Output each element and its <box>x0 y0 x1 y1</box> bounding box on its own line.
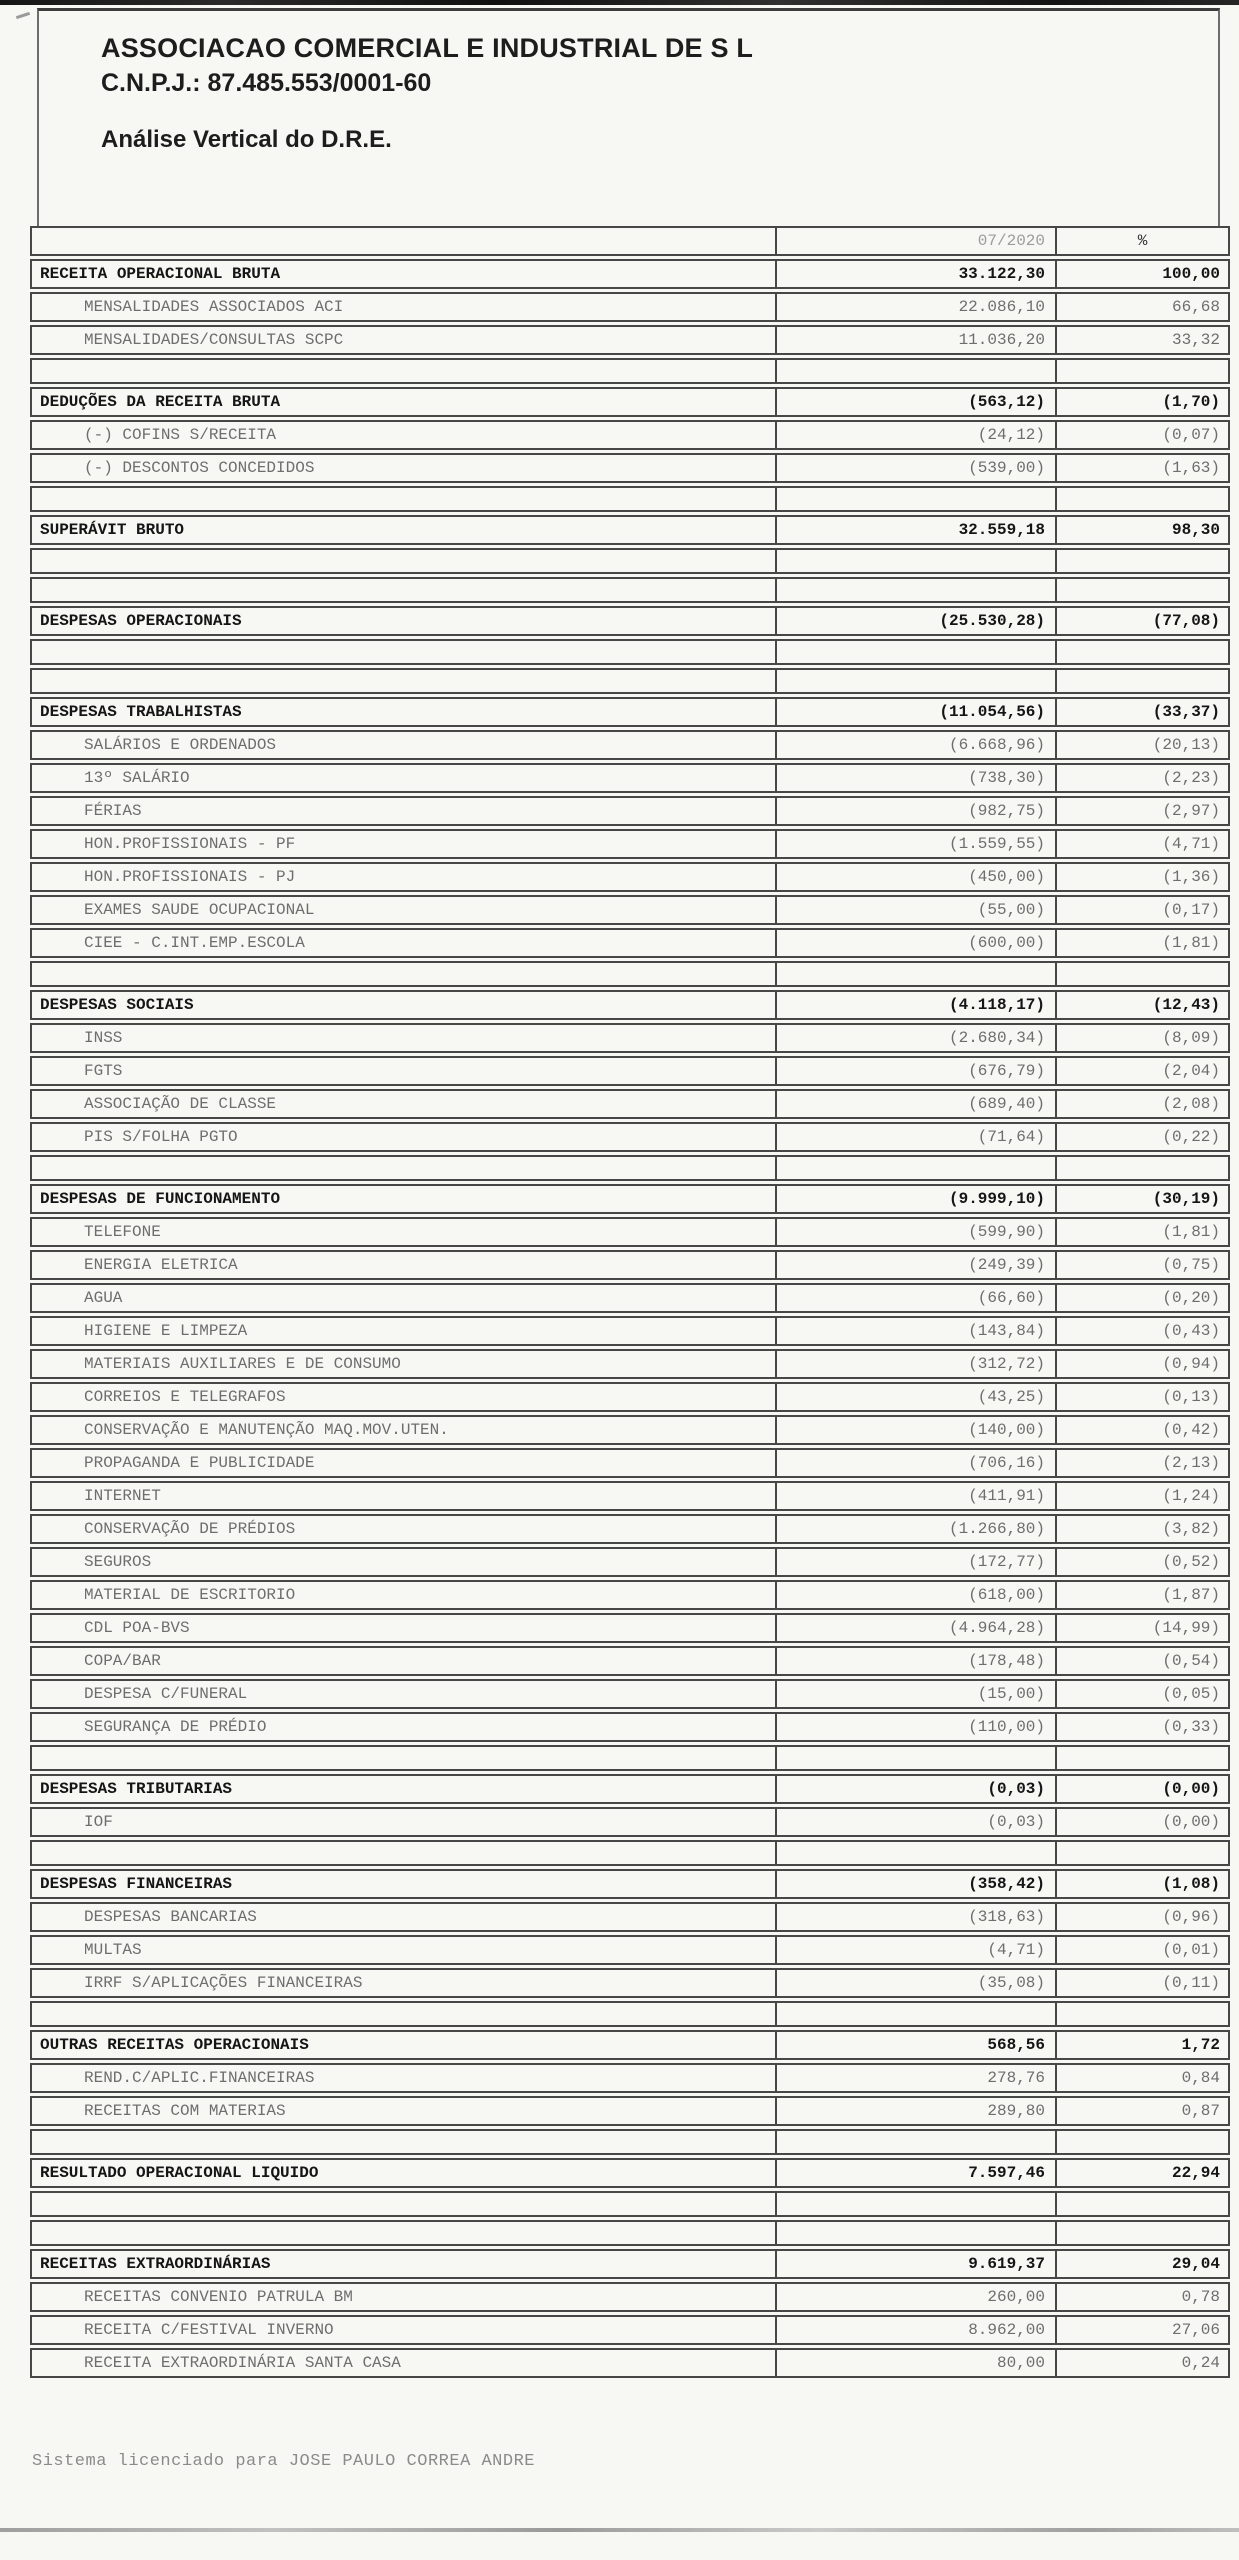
percent-value: 27,06 <box>1171 2321 1220 2339</box>
period-value: (43,25) <box>777 1384 1057 1410</box>
period-value: (66,60) <box>777 1285 1057 1311</box>
account-label <box>32 579 777 601</box>
percent-value: (0,33) <box>1162 1718 1220 1736</box>
table-row <box>30 2249 1230 2279</box>
table-row <box>30 990 1230 1020</box>
table-row <box>30 453 1230 483</box>
account-label: DESPESAS SOCIAIS <box>32 992 777 1018</box>
percent-value: (77,08) <box>1152 612 1220 630</box>
period-value: (600,00) <box>777 930 1057 956</box>
account-label: TELEFONE <box>32 1219 777 1245</box>
period-value: 07/2020 <box>777 228 1057 254</box>
period-value: 9.619,37 <box>777 2251 1057 2277</box>
account-label: DESPESA C/FUNERAL <box>32 1681 777 1707</box>
period-value: (143,84) <box>777 1318 1057 1344</box>
percent-value: (33,37) <box>1152 703 1220 721</box>
period-value: (411,91) <box>777 1483 1057 1509</box>
period-value: (689,40) <box>777 1091 1057 1117</box>
percent-value <box>1057 488 1228 510</box>
period-value <box>777 360 1057 382</box>
account-label: IRRF S/APLICAÇÕES FINANCEIRAS <box>32 1970 777 1996</box>
table-row <box>30 259 1230 289</box>
table-row <box>30 2096 1230 2126</box>
table-row <box>30 2063 1230 2093</box>
period-value <box>777 550 1057 572</box>
percent-value: 0,87 <box>1181 2102 1220 2120</box>
table-row-blank <box>30 2129 1230 2155</box>
period-value: (706,16) <box>777 1450 1057 1476</box>
percent-value: (0,42) <box>1162 1421 1220 1439</box>
period-value: 80,00 <box>777 2350 1057 2376</box>
table-row <box>30 2282 1230 2312</box>
percent-value <box>1057 1842 1228 1864</box>
account-label: MATERIAIS AUXILIARES E DE CONSUMO <box>32 1351 777 1377</box>
percent-value: (1,08) <box>1162 1875 1220 1893</box>
period-value: 11.036,20 <box>777 327 1057 353</box>
account-label: REND.C/APLIC.FINANCEIRAS <box>32 2065 777 2091</box>
period-value: (178,48) <box>777 1648 1057 1674</box>
account-label: PROPAGANDA E PUBLICIDADE <box>32 1450 777 1476</box>
scan-artifact-mark <box>16 12 30 19</box>
table-row <box>30 226 1230 256</box>
account-label: RECEITAS COM MATERIAS <box>32 2098 777 2124</box>
period-value: 260,00 <box>777 2284 1057 2310</box>
table-row <box>30 1935 1230 1965</box>
scan-bottom-line <box>0 2528 1239 2532</box>
account-label: EXAMES SAUDE OCUPACIONAL <box>32 897 777 923</box>
percent-value: (0,05) <box>1162 1685 1220 1703</box>
percent-value <box>1057 641 1228 663</box>
account-label: (-) COFINS S/RECEITA <box>32 422 777 448</box>
account-label: INTERNET <box>32 1483 777 1509</box>
account-label: (-) DESCONTOS CONCEDIDOS <box>32 455 777 481</box>
period-value: (0,03) <box>777 1776 1057 1802</box>
account-label: HON.PROFISSIONAIS - PJ <box>32 864 777 890</box>
percent-value: 100,00 <box>1162 265 1220 283</box>
table-row <box>30 1382 1230 1412</box>
percent-value <box>1057 2222 1228 2244</box>
account-label: COPA/BAR <box>32 1648 777 1674</box>
period-value <box>777 963 1057 985</box>
percent-value <box>1057 579 1228 601</box>
account-label: SUPERÁVIT BRUTO <box>32 517 777 543</box>
percent-value <box>1057 2003 1228 2025</box>
percent-value: 0,78 <box>1181 2288 1220 2306</box>
table-row-blank <box>30 577 1230 603</box>
period-value <box>777 641 1057 663</box>
period-value: (982,75) <box>777 798 1057 824</box>
percent-value: (12,43) <box>1152 996 1220 1014</box>
percent-value: (4,71) <box>1162 835 1220 853</box>
account-label: DESPESAS OPERACIONAIS <box>32 608 777 634</box>
account-label: DESPESAS FINANCEIRAS <box>32 1871 777 1897</box>
account-label: CDL POA-BVS <box>32 1615 777 1641</box>
account-label <box>32 360 777 382</box>
account-label: DEDUÇÕES DA RECEITA BRUTA <box>32 389 777 415</box>
period-value: (0,03) <box>777 1809 1057 1835</box>
table-row <box>30 1580 1230 1610</box>
period-value: 22.086,10 <box>777 294 1057 320</box>
account-label <box>32 1157 777 1179</box>
account-label: CIEE - C.INT.EMP.ESCOLA <box>32 930 777 956</box>
table-row <box>30 1316 1230 1346</box>
table-row <box>30 862 1230 892</box>
account-label <box>32 1842 777 1864</box>
percent-value: (0,17) <box>1162 901 1220 919</box>
account-label: CONSERVAÇÃO DE PRÉDIOS <box>32 1516 777 1542</box>
percent-value: (0,96) <box>1162 1908 1220 1926</box>
percent-value <box>1057 2131 1228 2153</box>
table-row <box>30 1122 1230 1152</box>
table-row-blank <box>30 1745 1230 1771</box>
license-note: Sistema licenciado para JOSE PAULO CORREA ANDRE <box>32 2452 535 2471</box>
account-label <box>32 641 777 663</box>
period-value: (563,12) <box>777 389 1057 415</box>
account-label: RECEITA EXTRAORDINÁRIA SANTA CASA <box>32 2350 777 2376</box>
table-row <box>30 1056 1230 1086</box>
account-label: DESPESAS TRABALHISTAS <box>32 699 777 725</box>
account-label <box>32 1747 777 1769</box>
table-row <box>30 1514 1230 1544</box>
account-label <box>32 2193 777 2215</box>
table-row <box>30 1481 1230 1511</box>
percent-value: (0,00) <box>1162 1813 1220 1831</box>
percent-value: (0,54) <box>1162 1652 1220 1670</box>
account-label: ENERGIA ELETRICA <box>32 1252 777 1278</box>
company-name: ASSOCIACAO COMERCIAL E INDUSTRIAL DE S L <box>101 33 754 63</box>
period-value: (4.118,17) <box>777 992 1057 1018</box>
period-value: (110,00) <box>777 1714 1057 1740</box>
table-row-blank <box>30 961 1230 987</box>
percent-value: 66,68 <box>1171 298 1220 316</box>
percent-value: 98,30 <box>1171 521 1220 539</box>
percent-value: (2,23) <box>1162 769 1220 787</box>
account-label: HON.PROFISSIONAIS - PF <box>32 831 777 857</box>
percent-value: (1,87) <box>1162 1586 1220 1604</box>
percent-value: (0,13) <box>1162 1388 1220 1406</box>
percent-value: (0,75) <box>1162 1256 1220 1274</box>
period-value <box>777 2193 1057 2215</box>
percent-value: (3,82) <box>1162 1520 1220 1538</box>
period-value: (676,79) <box>777 1058 1057 1084</box>
account-label: MATERIAL DE ESCRITORIO <box>32 1582 777 1608</box>
account-label: PIS S/FOLHA PGTO <box>32 1124 777 1150</box>
account-label: SEGUROS <box>32 1549 777 1575</box>
percent-value: (1,36) <box>1162 868 1220 886</box>
table-row <box>30 1968 1230 1998</box>
dre-table <box>30 226 1230 2381</box>
account-label: DESPESAS BANCARIAS <box>32 1904 777 1930</box>
company-cnpj: C.N.P.J.: 87.485.553/0001-60 <box>101 69 432 97</box>
account-label: FÉRIAS <box>32 798 777 824</box>
percent-value: (0,20) <box>1162 1289 1220 1307</box>
table-row <box>30 1613 1230 1643</box>
percent-value: (2,13) <box>1162 1454 1220 1472</box>
table-row <box>30 2030 1230 2060</box>
table-row-blank <box>30 358 1230 384</box>
table-row <box>30 387 1230 417</box>
table-row <box>30 1349 1230 1379</box>
period-value: 568,56 <box>777 2032 1057 2058</box>
table-row <box>30 1089 1230 1119</box>
table-row-blank <box>30 2001 1230 2027</box>
period-value: (2.680,34) <box>777 1025 1057 1051</box>
percent-value: (0,22) <box>1162 1128 1220 1146</box>
table-row-blank <box>30 1155 1230 1181</box>
table-row <box>30 763 1230 793</box>
percent-value <box>1057 670 1228 692</box>
period-value: 33.122,30 <box>777 261 1057 287</box>
percent-value: (20,13) <box>1152 736 1220 754</box>
account-label: AGUA <box>32 1285 777 1311</box>
table-row <box>30 2348 1230 2378</box>
report-header <box>37 8 1220 226</box>
account-label: OUTRAS RECEITAS OPERACIONAIS <box>32 2032 777 2058</box>
table-row <box>30 515 1230 545</box>
period-value: 32.559,18 <box>777 517 1057 543</box>
scan-top-edge <box>0 0 1239 5</box>
percent-value <box>1057 1747 1228 1769</box>
table-row-blank <box>30 1840 1230 1866</box>
table-row <box>30 1283 1230 1313</box>
report-title: Análise Vertical do D.R.E. <box>101 126 392 153</box>
account-label: SEGURANÇA DE PRÉDIO <box>32 1714 777 1740</box>
percent-value: (1,81) <box>1162 1223 1220 1241</box>
period-value: (249,39) <box>777 1252 1057 1278</box>
account-label: SALÁRIOS E ORDENADOS <box>32 732 777 758</box>
table-row <box>30 1646 1230 1676</box>
period-value: (4.964,28) <box>777 1615 1057 1641</box>
account-label: 13º SALÁRIO <box>32 765 777 791</box>
percent-value: (0,52) <box>1162 1553 1220 1571</box>
account-label: RECEITA OPERACIONAL BRUTA <box>32 261 777 287</box>
period-value <box>777 670 1057 692</box>
period-value <box>777 1157 1057 1179</box>
period-value: 278,76 <box>777 2065 1057 2091</box>
period-value: 8.962,00 <box>777 2317 1057 2343</box>
table-row <box>30 1547 1230 1577</box>
table-row <box>30 606 1230 636</box>
table-row-blank <box>30 2220 1230 2246</box>
table-row <box>30 1712 1230 1742</box>
percent-value: (2,08) <box>1162 1095 1220 1113</box>
percent-value: (0,00) <box>1162 1780 1220 1798</box>
percent-value: (0,01) <box>1162 1941 1220 1959</box>
account-label: RECEITAS CONVENIO PATRULA BM <box>32 2284 777 2310</box>
period-value: (618,00) <box>777 1582 1057 1608</box>
period-value <box>777 2131 1057 2153</box>
percent-value: (0,11) <box>1162 1974 1220 1992</box>
table-row <box>30 697 1230 727</box>
period-value: (55,00) <box>777 897 1057 923</box>
account-label: MENSALIDADES ASSOCIADOS ACI <box>32 294 777 320</box>
period-value <box>777 2222 1057 2244</box>
table-row <box>30 1807 1230 1837</box>
percent-value: (14,99) <box>1152 1619 1220 1637</box>
period-value: (35,08) <box>777 1970 1057 1996</box>
account-label: IOF <box>32 1809 777 1835</box>
period-value: (539,00) <box>777 455 1057 481</box>
account-label: FGTS <box>32 1058 777 1084</box>
table-row <box>30 1448 1230 1478</box>
account-label: HIGIENE E LIMPEZA <box>32 1318 777 1344</box>
percent-value: (0,07) <box>1162 426 1220 444</box>
percent-value <box>1057 1157 1228 1179</box>
account-label: DESPESAS DE FUNCIONAMENTO <box>32 1186 777 1212</box>
table-row <box>30 1869 1230 1899</box>
percent-value <box>1057 2193 1228 2215</box>
account-label: MULTAS <box>32 1937 777 1963</box>
table-row <box>30 1217 1230 1247</box>
percent-value: (1,24) <box>1162 1487 1220 1505</box>
period-value: (358,42) <box>777 1871 1057 1897</box>
percent-value: 0,84 <box>1181 2069 1220 2087</box>
account-label: CONSERVAÇÃO E MANUTENÇÃO MAQ.MOV.UTEN. <box>32 1417 777 1443</box>
period-value <box>777 579 1057 601</box>
period-value: (140,00) <box>777 1417 1057 1443</box>
table-row <box>30 1250 1230 1280</box>
account-label <box>32 488 777 510</box>
account-label: CORREIOS E TELEGRAFOS <box>32 1384 777 1410</box>
percent-value: (2,97) <box>1162 802 1220 820</box>
percent-value: 22,94 <box>1171 2164 1220 2182</box>
percent-value: 33,32 <box>1171 331 1220 349</box>
period-value: (71,64) <box>777 1124 1057 1150</box>
percent-value: (0,43) <box>1162 1322 1220 1340</box>
period-value: (312,72) <box>777 1351 1057 1377</box>
percent-value <box>1057 360 1228 382</box>
period-value: (24,12) <box>777 422 1057 448</box>
table-row <box>30 1184 1230 1214</box>
account-label: RESULTADO OPERACIONAL LIQUIDO <box>32 2160 777 2186</box>
account-label: RECEITA C/FESTIVAL INVERNO <box>32 2317 777 2343</box>
account-label: INSS <box>32 1025 777 1051</box>
table-row <box>30 829 1230 859</box>
table-row-blank <box>30 486 1230 512</box>
table-row <box>30 2158 1230 2188</box>
table-row <box>30 292 1230 322</box>
percent-value: (1,70) <box>1162 393 1220 411</box>
percent-value: % <box>1137 232 1148 250</box>
period-value: 289,80 <box>777 2098 1057 2124</box>
table-row <box>30 325 1230 355</box>
percent-value: (8,09) <box>1162 1029 1220 1047</box>
table-row-blank <box>30 668 1230 694</box>
period-value: (1.559,55) <box>777 831 1057 857</box>
account-label <box>32 2222 777 2244</box>
table-row <box>30 1774 1230 1804</box>
period-value: (9.999,10) <box>777 1186 1057 1212</box>
account-label <box>32 963 777 985</box>
percent-value <box>1057 963 1228 985</box>
table-row <box>30 1679 1230 1709</box>
period-value: (1.266,80) <box>777 1516 1057 1542</box>
account-label: MENSALIDADES/CONSULTAS SCPC <box>32 327 777 353</box>
account-label <box>32 2003 777 2025</box>
table-row <box>30 1415 1230 1445</box>
table-row <box>30 730 1230 760</box>
table-row <box>30 1023 1230 1053</box>
percent-value: (1,81) <box>1162 934 1220 952</box>
account-label: RECEITAS EXTRAORDINÁRIAS <box>32 2251 777 2277</box>
period-value: (450,00) <box>777 864 1057 890</box>
period-value: (25.530,28) <box>777 608 1057 634</box>
table-row <box>30 420 1230 450</box>
period-value: (318,63) <box>777 1904 1057 1930</box>
percent-value: 0,24 <box>1181 2354 1220 2372</box>
table-row-blank <box>30 639 1230 665</box>
period-value <box>777 488 1057 510</box>
account-label <box>32 550 777 572</box>
period-value: (738,30) <box>777 765 1057 791</box>
table-row-blank <box>30 548 1230 574</box>
table-row-blank <box>30 2191 1230 2217</box>
period-value: (4,71) <box>777 1937 1057 1963</box>
percent-value: 29,04 <box>1171 2255 1220 2273</box>
period-value: (11.054,56) <box>777 699 1057 725</box>
period-value <box>777 2003 1057 2025</box>
percent-value <box>1057 550 1228 572</box>
period-value: (172,77) <box>777 1549 1057 1575</box>
period-value: (15,00) <box>777 1681 1057 1707</box>
table-row <box>30 1902 1230 1932</box>
account-label: DESPESAS TRIBUTARIAS <box>32 1776 777 1802</box>
period-value <box>777 1747 1057 1769</box>
table-row <box>30 895 1230 925</box>
period-value: (6.668,96) <box>777 732 1057 758</box>
table-row <box>30 796 1230 826</box>
period-value <box>777 1842 1057 1864</box>
account-label <box>32 228 777 254</box>
account-label <box>32 2131 777 2153</box>
period-value: (599,90) <box>777 1219 1057 1245</box>
account-label <box>32 670 777 692</box>
percent-value: (1,63) <box>1162 459 1220 477</box>
period-value: 7.597,46 <box>777 2160 1057 2186</box>
percent-value: (2,04) <box>1162 1062 1220 1080</box>
percent-value: (30,19) <box>1152 1190 1220 1208</box>
table-row <box>30 2315 1230 2345</box>
table-row <box>30 928 1230 958</box>
percent-value: 1,72 <box>1181 2036 1220 2054</box>
percent-value: (0,94) <box>1162 1355 1220 1373</box>
account-label: ASSOCIAÇÃO DE CLASSE <box>32 1091 777 1117</box>
